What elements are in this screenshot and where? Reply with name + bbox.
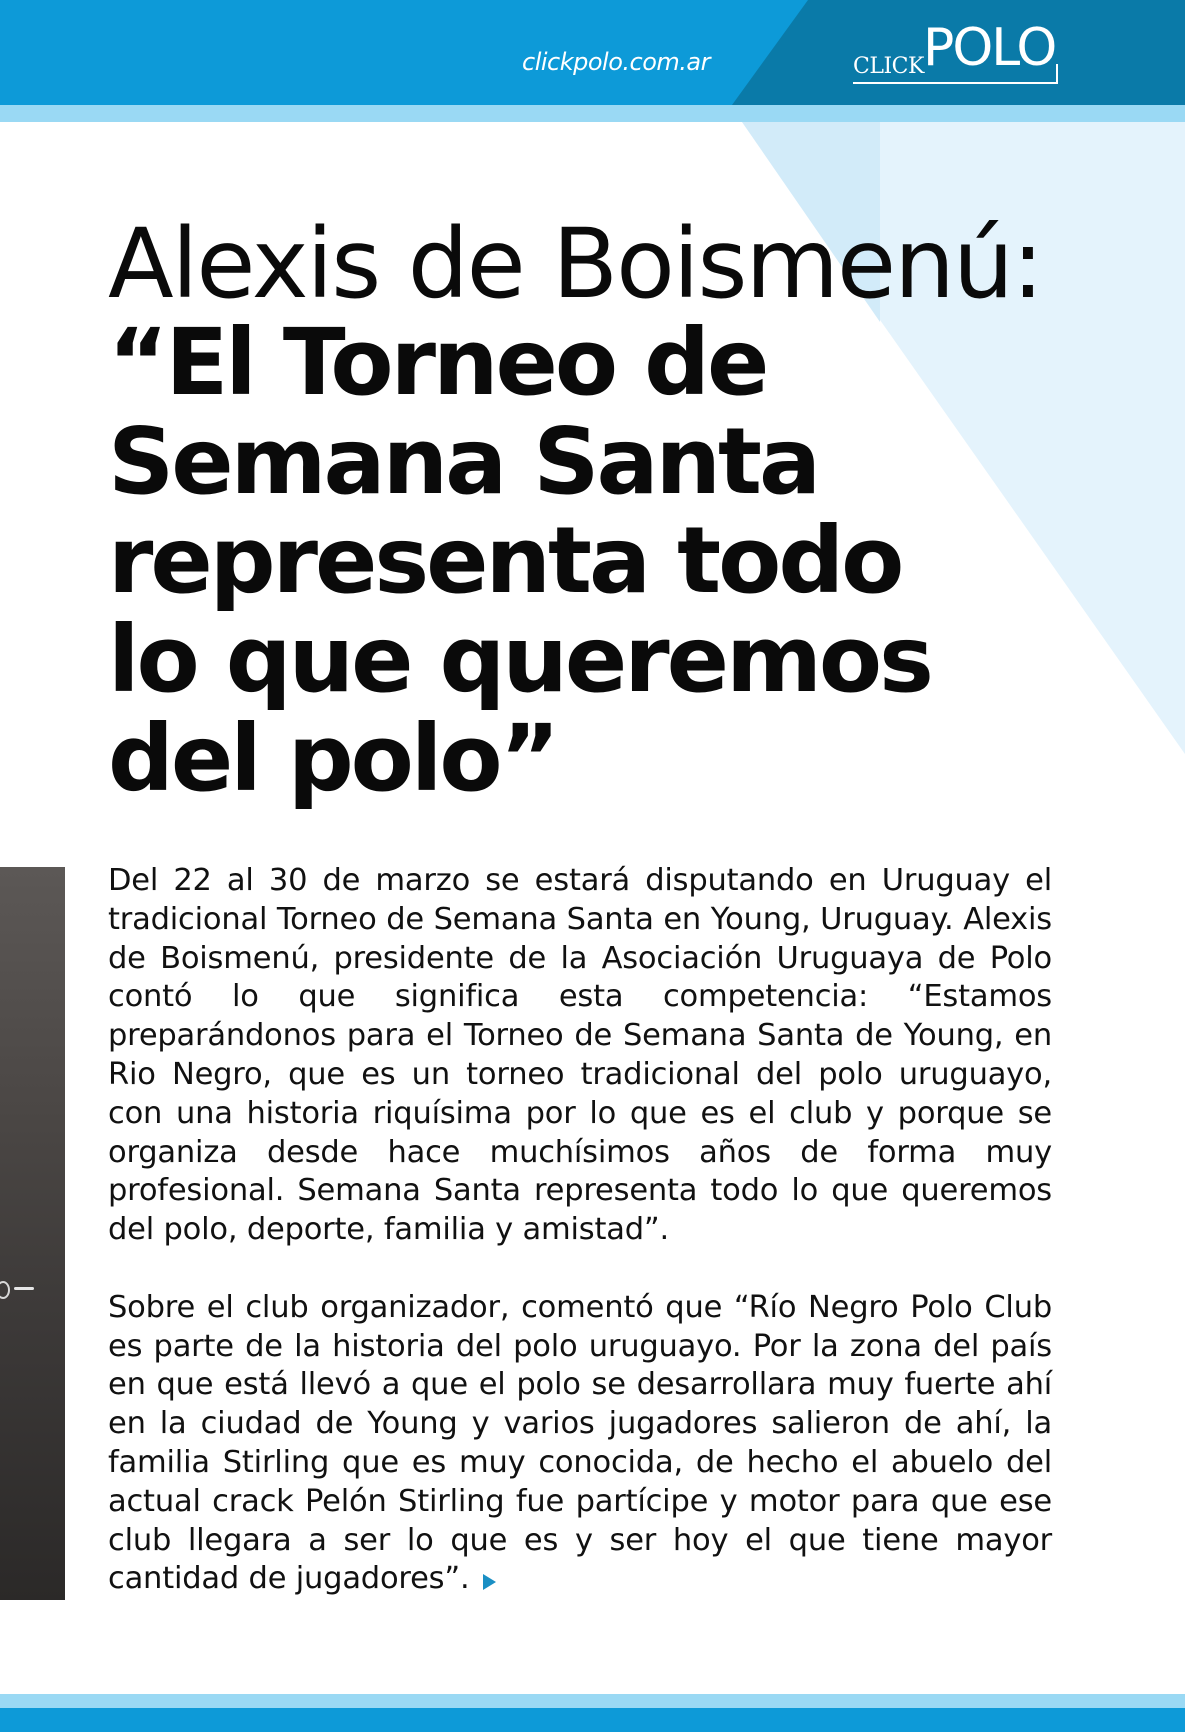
article-headline	[108, 208, 1108, 812]
photo-detail-mark	[14, 1287, 34, 1290]
play-triangle-icon[interactable]	[483, 1574, 496, 1590]
headline-quote: “El Torneo de Semana Santa representa todo lo que queremos del polo”	[108, 309, 931, 812]
photo-detail-circle	[0, 1281, 10, 1299]
headline-name: Alexis de Boismenú:	[108, 208, 1043, 320]
body-paragraph-text: Sobre el club organizador, comentó que “Río Negro Polo Club es parte de la historia del polo uruguayo. Por la zona del país en que está llevó a que el polo se desarrollara muy fuerte ahí en la ciudad de Young y varios jugadores salieron de ahí, la familia Stirling que es muy conocida, de hecho el abuelo del actual crack Pelón Stirling fue partícipe y motor para que ese club llegara a ser lo que es y ser hoy el que tiene mayor cantidad de jugadores”.	[108, 1289, 1052, 1597]
footer-stripe	[0, 1694, 1185, 1708]
body-paragraph-last	[108, 1289, 1052, 1599]
photo-strip	[0, 867, 65, 1600]
logo-tick	[1056, 64, 1058, 84]
header-stripe	[0, 105, 1185, 122]
footer-band	[0, 1708, 1185, 1732]
site-url[interactable]: clickpolo.com.ar	[522, 48, 710, 76]
logo-underline	[853, 82, 1058, 84]
logo-polo-text: POLO	[923, 18, 1056, 78]
logo-click-text: CLICK	[853, 54, 924, 79]
body-paragraph: Del 22 al 30 de marzo se estará disputando en Uruguay el tradicional Torneo de Semana Santa en Young, Uruguay. Alexis de Boismenú, presidente de la Asociación Uruguaya de Polo contó lo que significa esta competencia: “Estamos preparándonos para el Torneo de Semana Santa de Young, en Rio Negro, que es un torneo tradicional del polo uruguayo, con una historia riquísima por lo que es el club y porque se organiza desde hace muchísimos años de forma muy profesional. Semana Santa representa todo lo que queremos del polo, deporte, familia y amistad”.	[108, 863, 1052, 1248]
article-body	[108, 862, 1052, 1599]
clickpolo-logo[interactable]	[853, 20, 1065, 95]
